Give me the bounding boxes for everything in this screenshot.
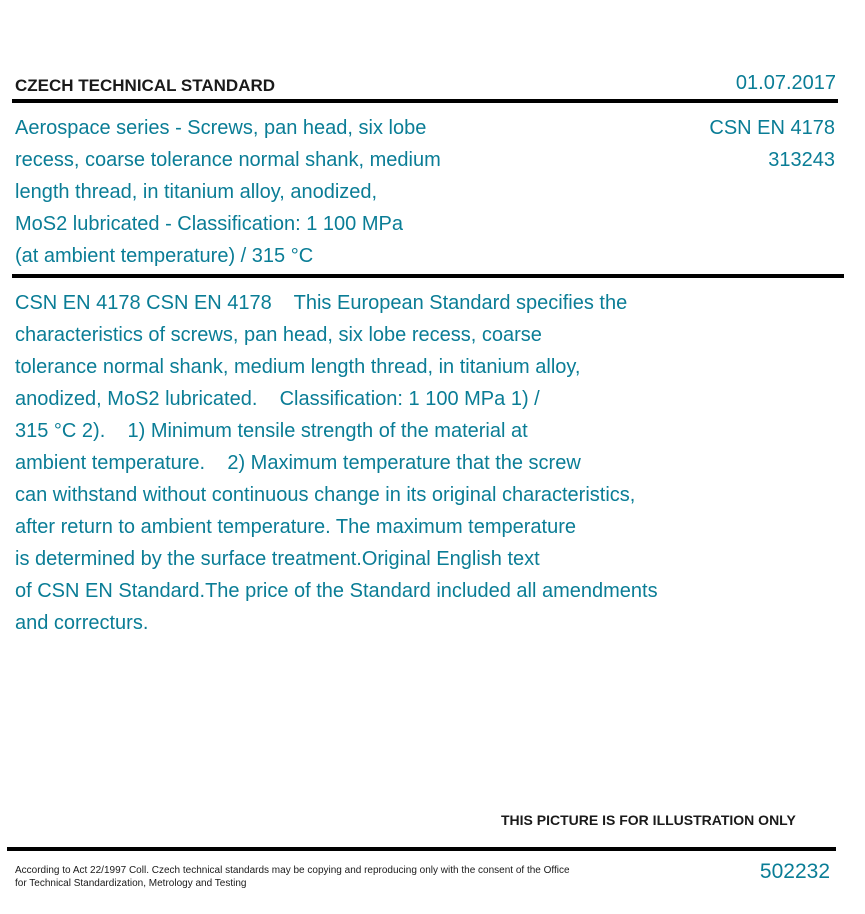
standard-description [15,287,795,639]
document-number: 502232 [759,860,830,883]
description-line: characteristics of screws, pan head, six lobe recess, coarse [15,324,542,346]
header-divider [12,99,838,103]
standard-number: CSN EN 4178 [709,117,835,139]
standard-codes [709,112,835,176]
description-line: CSN EN 4178 CSN EN 4178 This European Standard specifies the [15,292,628,314]
description-line: anodized, MoS2 lubricated. Classification: 1 100 MPa 1) / [15,388,540,410]
publication-date: 01.07.2017 [735,72,836,94]
title-line: recess, coarse tolerance normal shank, medium [15,149,441,171]
illustration-disclaimer: THIS PICTURE IS FOR ILLUSTRATION ONLY [501,812,796,828]
catalog-number: 313243 [768,149,835,171]
standard-title [15,112,575,272]
document-category: CZECH TECHNICAL STANDARD [15,76,276,95]
footer-divider [7,847,836,851]
description-line: can withstand without continuous change in its original characteristics, [15,484,636,506]
title-line: MoS2 lubricated - Classification: 1 100 MPa [15,213,403,235]
description-line: and correcturs. [15,612,149,634]
title-line: Aerospace series - Screws, pan head, six lobe [15,117,427,139]
description-line: is determined by the surface treatment.Original English text [15,548,540,570]
title-line: length thread, in titanium alloy, anodized, [15,181,378,203]
description-line: ambient temperature. 2) Maximum temperature that the screw [15,452,581,474]
description-line: 315 °C 2). 1) Minimum tensile strength of the material at [15,420,528,442]
description-line: of CSN EN Standard.The price of the Standard included all amendments [15,580,658,602]
legal-notice-line: for Technical Standardization, Metrology and Testing [15,878,247,889]
legal-notice [15,864,615,890]
description-line: tolerance normal shank, medium length thread, in titanium alloy, [15,356,581,378]
title-divider [12,274,844,278]
description-line: after return to ambient temperature. The maximum temperature [15,516,576,538]
title-line: (at ambient temperature) / 315 °C [15,245,314,267]
legal-notice-line: According to Act 22/1997 Coll. Czech technical standards may be copying and reproducing only with the consent of the Office [15,865,570,876]
